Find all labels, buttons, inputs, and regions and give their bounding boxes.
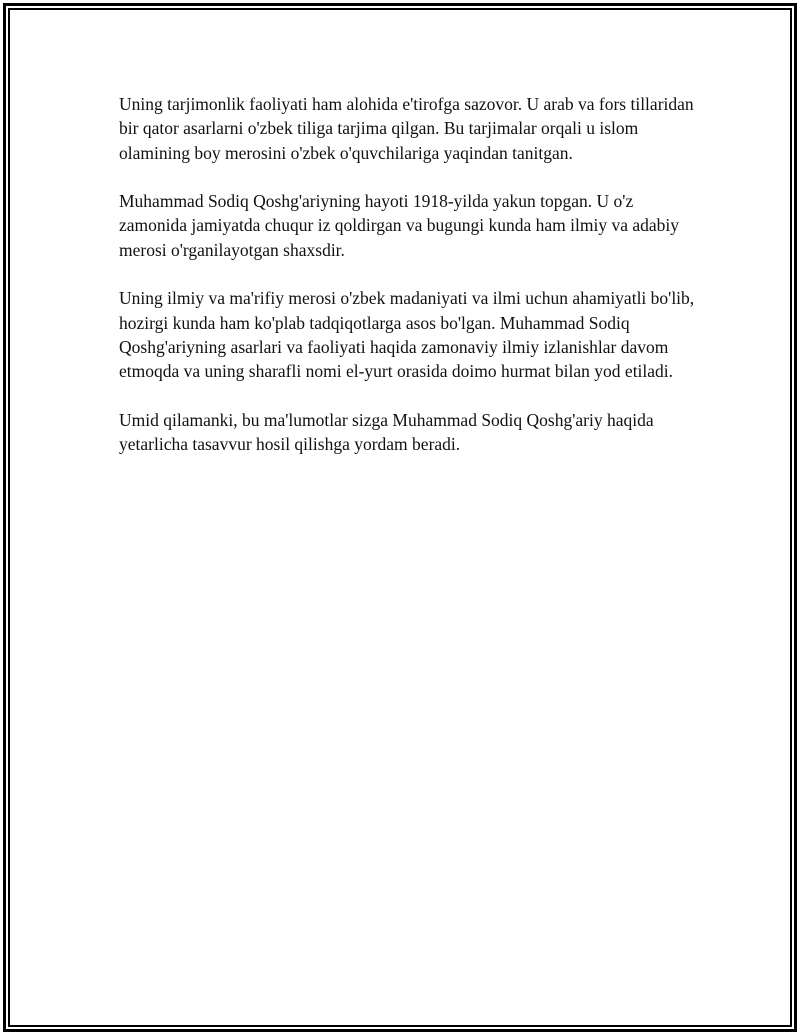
paragraph-closing: Umid qilamanki, bu ma'lumotlar sizga Muhammad Sodiq Qoshg'ariy haqida yetarlicha tasavvur hosil qilishga yordam beradi.	[119, 409, 654, 455]
document-body	[119, 92, 697, 481]
paragraph-translation-work: Uning tarjimonlik faoliyati ham alohida e'tirofga sazovor. U arab va fors tillaridan bir qator asarlarni o'zbek tiliga tarjima qilgan. Bu tarjimalar orqali u islom olamining boy merosini o'zbek o'quvchilariga yaqindan tanitgan.	[119, 94, 694, 163]
paragraph-life-end: Muhammad Sodiq Qoshg'ariyning hayoti 1918-yilda yakun topgan. U o'z zamonida jamiyatda chuqur iz qoldirgan va bugungi kunda ham ilmiy va adabiy merosi o'rganilayotgan shaxsdir.	[119, 191, 680, 260]
paragraph-legacy: Uning ilmiy va ma'rifiy merosi o'zbek madaniyati va ilmi uchun ahamiyatli bo'lib, hozirgi kunda ham ko'plab tadqiqotlarga asos bo'lgan. Muhammad Sodiq Qoshg'ariyning asarlari va faoliyati haqida zamonaviy ilmiy izlanishlar davom etmoqda va uning sharafli nomi el-yurt orasida doimo hurmat bilan yod etiladi.	[119, 288, 695, 382]
